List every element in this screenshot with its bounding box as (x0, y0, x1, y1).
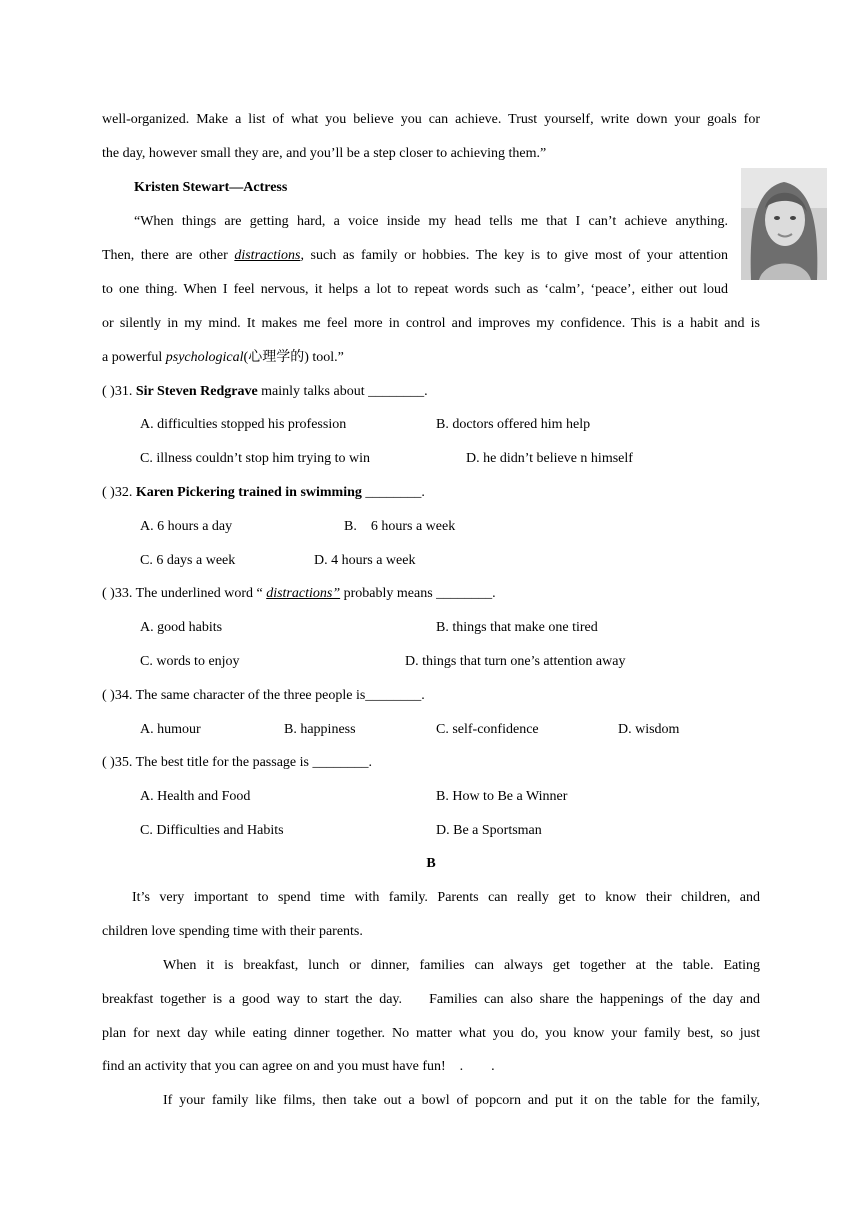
underlined-word-distractions: distractions (234, 248, 301, 263)
question-33 (102, 584, 760, 604)
text-span: mainly talks about ________. (257, 384, 428, 399)
italic-word-psychological: psychological (165, 350, 244, 365)
text-span: Karen Pickering trained in swimming (135, 485, 362, 500)
text-span: ________. (361, 485, 425, 500)
question-31 (102, 382, 760, 402)
passage-a-line-2: the day, however small they are, and you’ll be a step closer to achieving them.” (102, 146, 547, 161)
passage-a-line-3: “When things are getting hard, a voice inside my head tells me that I can’t achieve anything. (134, 214, 728, 229)
portrait-image (741, 168, 827, 280)
passage-a-line-6: or silently in my mind. It makes me feel more in control and improves my confidence. This is a habit and is (102, 316, 760, 331)
option-35-c: C. Difficulties and Habits (140, 823, 284, 838)
passage-b-line-2: children love spending time with their parents. (102, 924, 363, 939)
option-35-a: A. Health and Food (140, 789, 251, 804)
option-34-b: B. happiness (284, 722, 356, 737)
section-title-b: B (426, 856, 436, 871)
text-span: ( )33. The underlined word “ (102, 586, 267, 601)
section-heading-kristen: Kristen Stewart—Actress (134, 180, 288, 195)
text-span: ( )32. (102, 485, 136, 500)
text-span: , such as family or hobbies. The key is to give most of your attention (300, 248, 728, 263)
option-33-b: B. things that make one tired (436, 620, 598, 635)
question-34: ( )34. The same character of the three people is________. (102, 688, 425, 703)
text-span: (心理学的) tool.” (243, 350, 344, 365)
option-32-c: C. 6 days a week (140, 553, 236, 568)
option-34-d: D. wisdom (618, 722, 680, 737)
text-span: probably means ________. (340, 586, 496, 601)
option-32-d: D. 4 hours a week (314, 553, 416, 568)
passage-b-line-5: plan for next day while eating dinner together. No matter what you do, you know your family best, so just (102, 1026, 760, 1041)
passage-b-line-4: breakfast together is a good way to start the day. Families can also share the happenings of the day and (102, 992, 760, 1007)
passage-a-line-1: well-organized. Make a list of what you believe you can achieve. Trust yourself, write down your goals for (102, 112, 760, 127)
text-span: ( )31. (102, 384, 136, 399)
option-32-b: B. 6 hours a week (344, 519, 456, 534)
text-span: Then, there are other (102, 248, 235, 263)
passage-b-line-3: When it is breakfast, lunch or dinner, families can always get together at the table. Eating (163, 958, 760, 973)
option-34-a: A. humour (140, 722, 201, 737)
passage-a-line-4 (102, 246, 728, 266)
option-33-c: C. words to enjoy (140, 654, 240, 669)
text-span: a powerful (102, 350, 166, 365)
option-35-b: B. How to Be a Winner (436, 789, 568, 804)
option-32-a: A. 6 hours a day (140, 519, 233, 534)
underlined-word-distractions: distractions” (266, 586, 341, 601)
question-35: ( )35. The best title for the passage is ________. (102, 755, 372, 770)
passage-b-line-6: find an activity that you can agree on and you must have fun! . . (102, 1059, 495, 1074)
text-span: Sir Steven Redgrave (135, 384, 258, 399)
option-31-c: C. illness couldn’t stop him trying to win (140, 451, 370, 466)
option-31-b: B. doctors offered him help (436, 417, 591, 432)
kristen-stewart-photo (741, 168, 827, 280)
passage-a-line-7 (102, 348, 760, 368)
passage-b-line-1: It’s very important to spend time with family. Parents can really get to know their children, and (132, 890, 760, 905)
passage-b-line-7: If your family like films, then take out a bowl of popcorn and put it on the table for the family, (163, 1093, 760, 1108)
option-35-d: D. Be a Sportsman (436, 823, 542, 838)
option-34-c: C. self-confidence (436, 722, 539, 737)
option-31-a: A. difficulties stopped his profession (140, 417, 347, 432)
option-33-d: D. things that turn one’s attention away (405, 654, 626, 669)
question-32 (102, 483, 760, 503)
option-33-a: A. good habits (140, 620, 223, 635)
option-31-d: D. he didn’t believe n himself (466, 451, 633, 466)
passage-a-line-5: to one thing. When I feel nervous, it helps a lot to repeat words such as ‘calm’, ‘peace’, either out loud (102, 282, 728, 297)
